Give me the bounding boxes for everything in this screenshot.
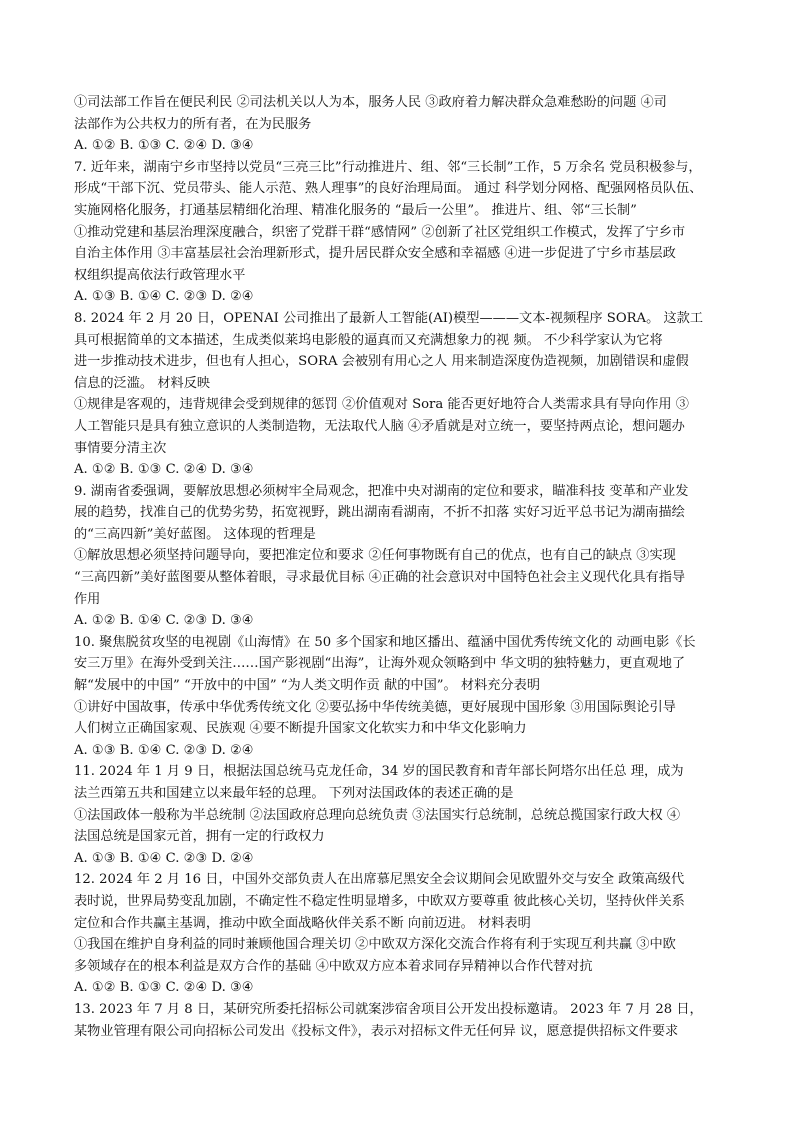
answer-options: A. ①② B. ①③ C. ②④ D. ③④ xyxy=(74,980,254,996)
text-line: 解“发展中的中国” “开放中的中国” “为人类文明作贡 献的中国”。 材料充分表明 xyxy=(74,678,541,694)
text-line: 进一步推动技术进步，但也有人担心，SORA 会被别有用心之人 用来制造深度伪造视频，加剧错误和虚假 xyxy=(74,354,689,370)
answer-options: A. ①② B. ①④ C. ②③ D. ③④ xyxy=(74,613,254,629)
answer-options: A. ①③ B. ①④ C. ②③ D. ②④ xyxy=(74,742,254,758)
text-line: 作用 xyxy=(74,591,101,607)
document-page xyxy=(74,92,734,1042)
text-line: ①讲好中国故事，传承中华优秀传统文化 ②要弘扬中华传统美德，更好展现中国形象 ③用国际舆论引导 xyxy=(74,699,676,715)
text-line: 法兰西第五共和国建立以来最年轻的总理。 下列对法国政体的表述正确的是 xyxy=(74,786,514,801)
text-line: 人们树立正确国家观、民族观 ④要不断提升国家文化软实力和中华文化影响力 xyxy=(74,721,527,737)
text-line: 形成“干部下沉、党员带头、能人示范、熟人理事”的良好治理局面。 通过 科学划分网格、配强网格员队伍、 xyxy=(74,181,703,197)
text-line: 权组织提高依法行政管理水平 xyxy=(74,267,246,283)
text-line: 展的趋势，找准自己的优势劣势，拓宽视野，跳出湖南看湖南，不折不扣落 实好习近平总书记为湖南描绘 xyxy=(74,505,685,521)
text-line: 具可根据简单的文本描述，生成类似莱坞电影般的逼真而又充满想象力的视 频。 不少科学家认为它将 xyxy=(74,332,663,348)
text-line: 某物业管理有限公司向招标公司发出《投标文件》，表示对招标文件无任何异 议，愿意提供招标文件要求 xyxy=(74,1023,679,1039)
text-line: 自治主体作用 ③丰富基层社会治理新形式，提升居民群众安全感和幸福感 ④进一步促进了宁乡市基层政 xyxy=(74,246,676,262)
answer-options: A. ①③ B. ①④ C. ②③ D. ②④ xyxy=(74,289,254,305)
question-9: 9. 湖南省委强调，要解放思想必须树牢全局观念，把准中央对湖南的定位和要求，瞄准科技 变革和产业发 xyxy=(74,483,689,499)
text-line: 实施网格化服务，打通基层精细化治理、精准化服务的 “最后一公里”。 推进片、组、邻“三长制” xyxy=(74,202,637,218)
answer-options: A. ①③ B. ①④ C. ②③ D. ②④ xyxy=(74,850,254,866)
text-line: 事情要分清主次 xyxy=(74,440,167,456)
text-line: 多领域存在的根本利益是双方合作的基础 ④中欧双方应本着求同存异精神以合作代替对抗 xyxy=(74,958,593,974)
text-line: 的“三高四新”美好蓝图。 这体现的哲理是 xyxy=(74,526,316,542)
text-line: ①法国政体一般称为半总统制 ②法国政府总理向总统负责 ③法国实行总统制，总统总揽国家行政大权 ④ xyxy=(74,807,681,823)
text-line: ①规律是客观的，违背规律会受到规律的惩罚 ②价值观对 Sora 能否更好地符合人类需求具有导向作用 ③ xyxy=(74,397,689,413)
text-line: 人工智能只是具有独立意识的人类制造物，无法取代人脑 ④矛盾就是对立统一，要坚持两点论，想问题办 xyxy=(74,418,685,434)
question-10: 10. 聚焦脱贫攻坚的电视剧《山海情》在 50 多个国家和地区播出、蕴涵中国优秀传统文化的 动画电影《长 xyxy=(74,634,696,650)
text-line: 信息的泛滥。 材料反映 xyxy=(74,375,211,391)
question-13: 13. 2023 年 7 月 8 日，某研究所委托招标公司就案涉宿舍项目公开发出投标邀请。 2023 年 7 月 28 日， xyxy=(74,1001,703,1017)
text-line: 定位和合作共赢主基调，推动中欧全面战略伙伴关系不断 向前迈进。 材料表明 xyxy=(74,915,531,931)
question-8: 8. 2024 年 2 月 20 日，OPENAI 公司推出了最新人工智能(AI)模型———文本-视频程序 SORA。 这款工 xyxy=(74,310,704,326)
text-line: ①我国在维护自身利益的同时兼顾他国合理关切 ②中欧双方深化交流合作将有利于实现互利共赢 ③中欧 xyxy=(74,937,676,953)
text-line: “三高四新”美好蓝图要从整体着眼，寻求最优目标 ④正确的社会意识对中国特色社会主义现代化具有指导 xyxy=(74,570,686,586)
text-line: 安三万里》在海外受到关注……国产影视剧“出海”，让海外观众领略到中 华文明的独特魅力，更直观地了 xyxy=(74,656,686,672)
text-line: ①解放思想必须坚持问题导向，要把准定位和要求 ②任何事物既有自己的优点，也有自己的缺点 ③实现 xyxy=(74,548,676,564)
text-line: ①司法部工作旨在便民利民 ②司法机关以人为本，服务人民 ③政府着力解决群众急难愁盼的问题 ④司 xyxy=(74,95,667,110)
question-12: 12. 2024 年 2 月 16 日，中国外交部负责人在出席慕尼黑安全会议期间会见欧盟外交与安全 政策高级代 xyxy=(74,872,685,888)
text-line: 法部作为公共权力的所有者，在为民服务 xyxy=(74,116,312,132)
question-11: 11. 2024 年 1 月 9 日，根据法国总统马克龙任命，34 岁的国民教育和青年部长阿塔尔出任总 理，成为 xyxy=(74,764,684,780)
question-7: 7. 近年来，湖南宁乡市坚持以党员“三亮三比”行动推进片、组、邻“三长制”工作，5 万余名 党员积极参与， xyxy=(74,159,702,175)
answer-options: A. ①② B. ①③ C. ②④ D. ③④ xyxy=(74,462,254,478)
text-line: 法国总统是国家元首，拥有一定的行政权力 xyxy=(74,829,325,845)
text-line: ①推动党建和基层治理深度融合，织密了党群干群“感情网” ②创新了社区党组织工作模式，发挥了宁乡市 xyxy=(74,224,686,240)
answer-options: A. ①② B. ①③ C. ②④ D. ③④ xyxy=(74,138,254,154)
text-line: 表时说，世界局势变乱加剧，不确定性不稳定性明显增多，中欧双方要尊重 彼此核心关切，坚持伙伴关系 xyxy=(74,893,685,909)
